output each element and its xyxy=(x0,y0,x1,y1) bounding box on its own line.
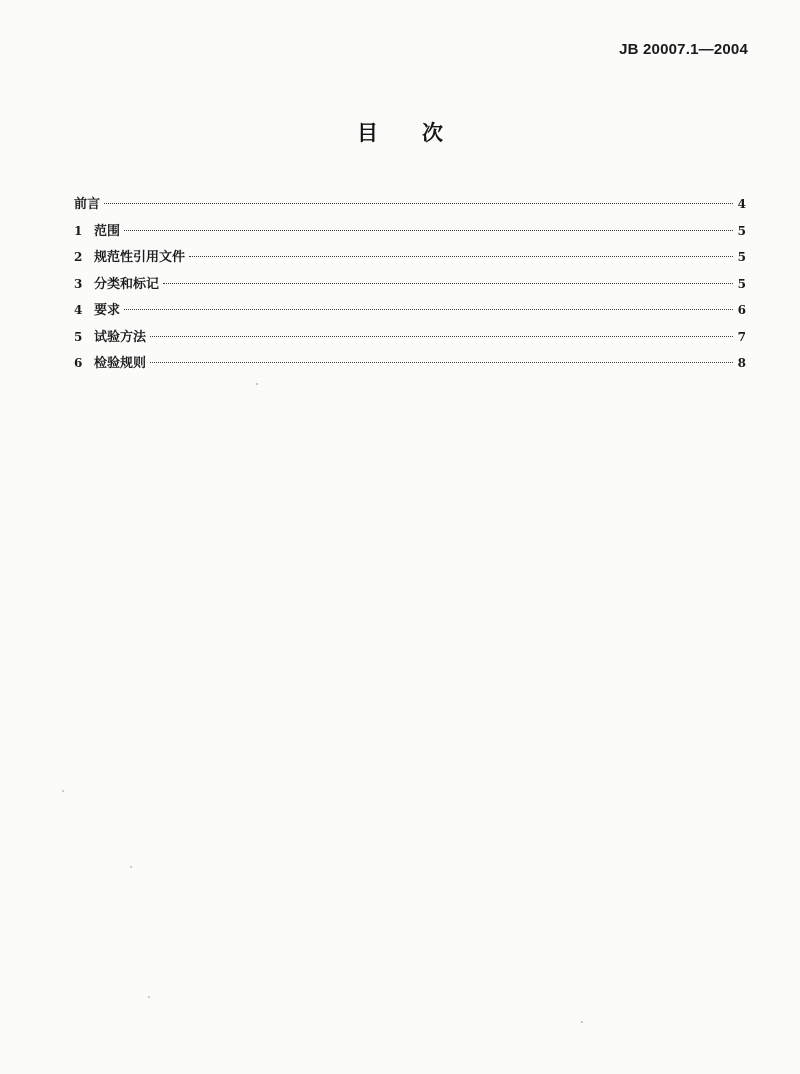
scan-speck xyxy=(581,1021,583,1023)
scan-speck xyxy=(62,790,64,792)
dot-leader xyxy=(189,256,733,257)
dot-leader xyxy=(124,230,733,231)
toc-entry-page: 6 xyxy=(737,303,746,317)
toc-entry-label: 范围 xyxy=(94,223,121,239)
toc-entry-label: 规范性引用文件 xyxy=(94,250,186,265)
toc-entry-page: 4 xyxy=(737,197,746,211)
toc-entry-label: 试验方法 xyxy=(94,329,147,345)
toc-entry-page: 5 xyxy=(737,223,746,238)
toc-entry-page: 5 xyxy=(737,250,746,264)
dot-leader xyxy=(150,362,733,363)
table-of-contents xyxy=(74,193,746,379)
toc-entry-page: 5 xyxy=(737,276,746,291)
toc-entry-page: 8 xyxy=(737,356,746,370)
toc-entry-1[interactable] xyxy=(74,220,746,247)
dot-leader xyxy=(124,309,733,310)
toc-entry-label: 检验规则 xyxy=(94,356,147,371)
toc-entry-4[interactable] xyxy=(74,299,746,326)
toc-entry-2[interactable] xyxy=(74,246,746,273)
toc-entry-foreword[interactable] xyxy=(74,193,746,220)
page-title: 目次 xyxy=(357,121,487,145)
dot-leader xyxy=(163,283,733,284)
dot-leader xyxy=(150,336,733,337)
scan-speck xyxy=(256,383,258,385)
toc-entry-label: 分类和标记 xyxy=(94,276,160,292)
toc-entry-number: 5 xyxy=(74,329,83,344)
scan-speck xyxy=(148,996,150,998)
toc-entry-3[interactable] xyxy=(74,273,746,300)
toc-entry-page: 7 xyxy=(737,329,746,344)
toc-entry-label: 要求 xyxy=(94,303,121,318)
scan-speck xyxy=(130,866,132,868)
toc-entry-number: 2 xyxy=(74,250,83,264)
toc-entry-number: 1 xyxy=(74,223,83,238)
toc-entry-number: 4 xyxy=(74,303,83,317)
toc-entry-label: 前言 xyxy=(74,197,101,212)
toc-entry-5[interactable] xyxy=(74,326,746,353)
dot-leader xyxy=(104,203,733,204)
toc-entry-6[interactable] xyxy=(74,352,746,379)
toc-entry-number: 6 xyxy=(74,356,83,370)
standard-code: JB 20007.1—2004 xyxy=(619,41,748,58)
toc-entry-number: 3 xyxy=(74,276,83,291)
